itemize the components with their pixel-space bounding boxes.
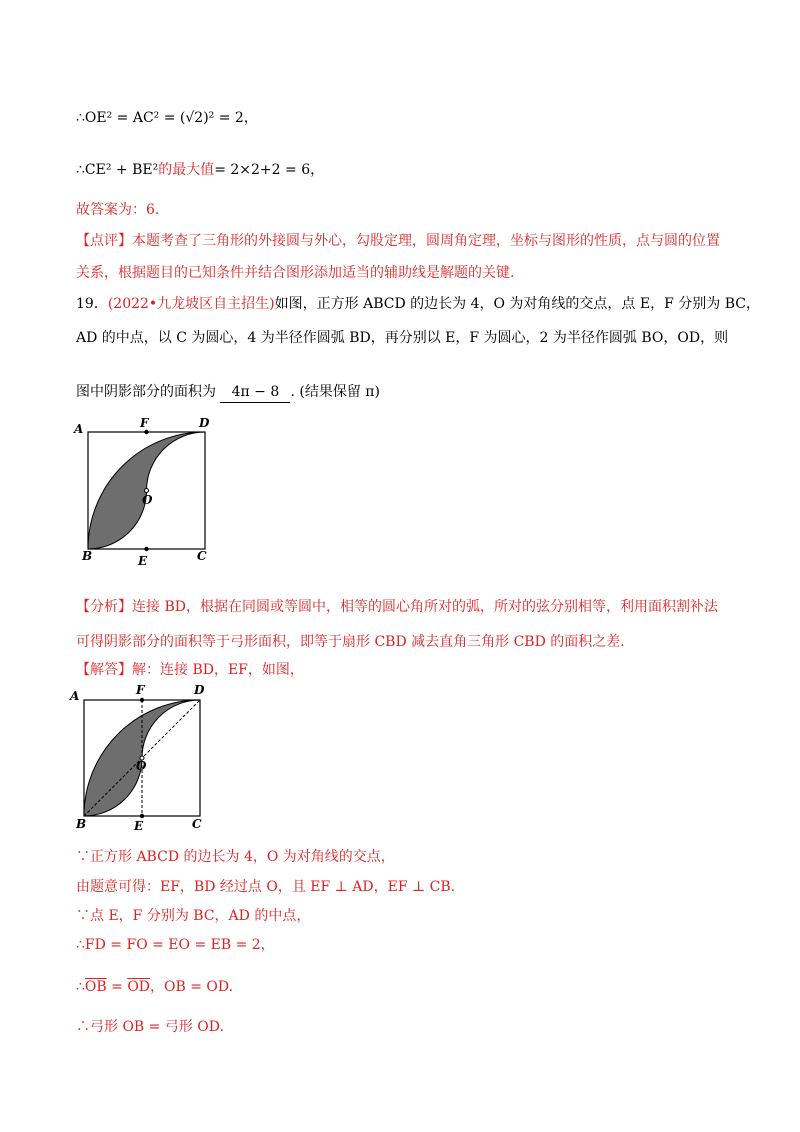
solution-line-5 bbox=[76, 977, 233, 997]
question-text-3: 图中阴影部分的面积为 bbox=[76, 384, 216, 400]
analysis-line-1: 【分析】连接 BD，根据在同圆或等圆中，相等的圆心角所对的弧，所对的弦分别相等，利用面积割补法 bbox=[76, 599, 718, 615]
therefore-symbol: ∴ bbox=[76, 979, 85, 995]
question-line-2: AD 的中点，以 C 为圆心，4 为半径作圆弧 BD，再分别以 E，F 为圆心，2 为半径作圆弧 BO，OD，则 bbox=[76, 330, 729, 346]
label-d: D bbox=[199, 416, 210, 430]
arc-od: $\overline{OD}$ bbox=[127, 979, 151, 995]
max-expr: ∴CE² + BE² bbox=[76, 162, 159, 178]
solution-line-6: ∴弓形 OB = 弓形 OD. bbox=[76, 1019, 224, 1035]
label-a: A bbox=[74, 422, 84, 436]
label-c: C bbox=[192, 817, 202, 831]
ob-equals-od: ，OB = OD. bbox=[150, 979, 234, 995]
point-e-dot bbox=[144, 547, 148, 551]
label-b: B bbox=[76, 817, 87, 831]
comment-line-1: 【点评】本题考查了三角形的外接圆与外心，勾股定理，圆周角定理，坐标与图形的性质，点与圆的位置 bbox=[76, 233, 720, 249]
max-calc: = 2×2+2 = 6， bbox=[214, 162, 325, 178]
label-b: B bbox=[82, 549, 93, 563]
equals-sign: = bbox=[106, 979, 128, 995]
max-label: 的最大值 bbox=[158, 162, 215, 178]
solution-line-4: ∴FD = FO = EO = EB = 2， bbox=[76, 937, 275, 953]
line-oe-squared: ∴OE² = AC² = (√2)² = 2， bbox=[76, 110, 258, 126]
figure-2 bbox=[66, 682, 216, 832]
label-o: O bbox=[142, 493, 153, 507]
answer-blank: 4π − 8 bbox=[220, 382, 290, 403]
solution-line-3: ∵点 E，F 分别为 BC，AD 的中点， bbox=[76, 908, 311, 924]
figure-1 bbox=[72, 416, 222, 568]
question-number: 19． bbox=[76, 296, 108, 312]
point-o-dot bbox=[145, 489, 149, 493]
comment-line-2: 关系，根据题目的已知条件并结合图形添加适当的辅助线是解题的关键. bbox=[76, 265, 515, 281]
label-f: F bbox=[136, 683, 145, 697]
question-line-1 bbox=[76, 294, 760, 314]
question-line-3 bbox=[76, 382, 380, 403]
label-c: C bbox=[197, 549, 207, 563]
solution-line-1: ∵正方形 ABCD 的边长为 4，O 为对角线的交点， bbox=[76, 849, 395, 865]
solution-line-2: 由题意可得：EF，BD 经过点 O，且 EF ⊥ AD，EF ⊥ CB. bbox=[76, 879, 456, 895]
solution-header: 【解答】解：连接 BD，EF，如图， bbox=[76, 662, 304, 678]
analysis-line-2: 可得阴影部分的面积等于弓形面积，即等于扇形 CBD 减去直角三角形 CBD 的面积之差. bbox=[76, 634, 625, 650]
question-source: (2022•九龙坡区自主招生) bbox=[107, 296, 275, 312]
label-a: A bbox=[70, 689, 80, 703]
answer-line: 故答案为：6. bbox=[76, 202, 160, 218]
label-f: F bbox=[140, 416, 149, 430]
arc-ob: $\overline{OB}$ bbox=[84, 979, 107, 995]
label-o: O bbox=[136, 759, 147, 773]
line-max-value bbox=[76, 160, 324, 180]
label-e: E bbox=[138, 554, 148, 568]
label-e: E bbox=[134, 819, 144, 832]
point-f-dot bbox=[144, 430, 148, 434]
point-e-dot bbox=[140, 814, 144, 818]
label-d: D bbox=[194, 683, 205, 697]
question-text-3b: . (结果保留 π) bbox=[290, 384, 380, 400]
question-text-1: 如图，正方形 ABCD 的边长为 4，O 为对角线的交点，点 E，F 分别为 BC， bbox=[274, 296, 760, 312]
point-f-dot bbox=[140, 698, 144, 702]
